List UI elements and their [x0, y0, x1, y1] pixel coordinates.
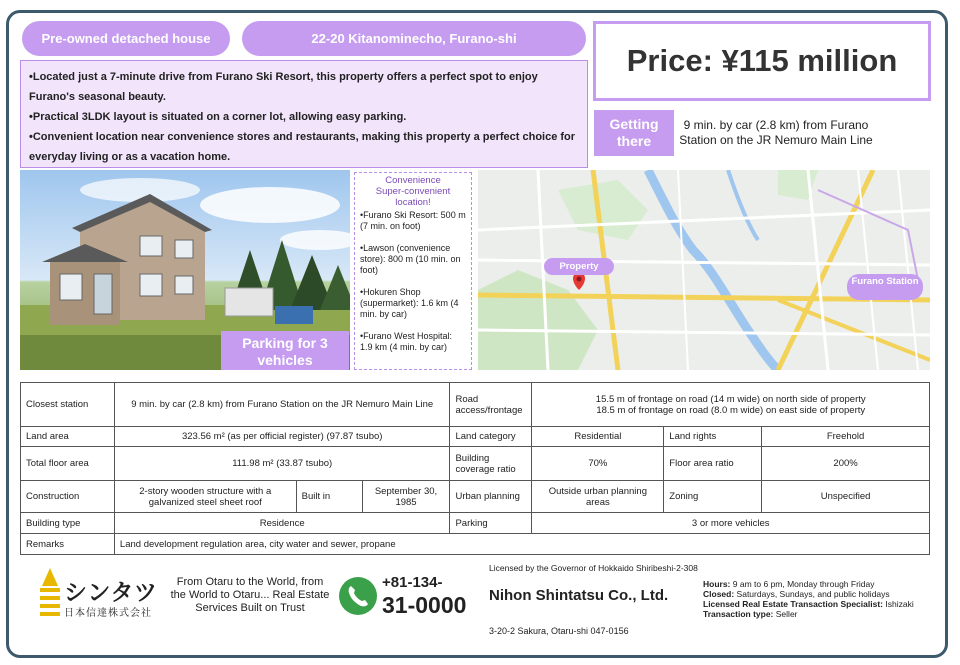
table-value: Unspecified: [762, 481, 930, 513]
convenience-heading: Convenience: [385, 175, 441, 186]
table-label: Parking: [450, 513, 532, 534]
table-value: 9 min. by car (2.8 km) from Furano Station on the JR Nemuro Main Line: [114, 383, 450, 427]
phone-number[interactable]: 31-0000: [382, 592, 467, 618]
table-row: [21, 513, 930, 534]
table-value: 200%: [762, 447, 930, 481]
logo-text: シンタツ: [64, 579, 158, 605]
address-pill: 22-20 Kitanominecho, Furano-shi: [242, 21, 586, 56]
table-value: 2-story wooden structure with a galvanized steel sheet roof: [114, 481, 296, 513]
logo-subtext: 日本信達株式会社: [64, 608, 152, 619]
table-value: [532, 383, 930, 427]
specialist-label: Licensed Real Estate Transaction Specialist:: [703, 599, 883, 609]
table-label: Land area: [21, 427, 115, 447]
specialist-value: Ishizaki: [885, 599, 914, 609]
table-label: Road access/frontage: [450, 383, 532, 427]
table-label: Land category: [450, 427, 532, 447]
getting-there-text: 9 min. by car (2.8 km) from Furano Station on the JR Nemuro Main Line: [679, 118, 873, 147]
business-info: [703, 579, 943, 619]
feature-item: •Practical 3LDK layout is situated on a corner lot, allowing easy parking.: [29, 111, 407, 123]
table-value: Residence: [114, 513, 450, 534]
property-type-pill: Pre-owned detached house: [22, 21, 230, 56]
table-label: Closest station: [21, 383, 115, 427]
location-map[interactable]: [478, 170, 930, 370]
transaction-label: Transaction type:: [703, 609, 774, 619]
company-address: 3-20-2 Sakura, Otaru-shi 047-0156: [489, 626, 629, 636]
phone-prefix: +81-134-: [382, 574, 443, 591]
company-name: Nihon Shintatsu Co., Ltd.: [489, 587, 669, 604]
table-label: Remarks: [21, 534, 115, 555]
map-station-label: Furano Station: [847, 274, 923, 300]
table-label: Urban planning: [450, 481, 532, 513]
table-row: [21, 427, 930, 447]
closed-label: Closed:: [703, 589, 735, 599]
table-value: 111.98 m² (33.87 tsubo): [114, 447, 450, 481]
table-label: Built in: [296, 481, 362, 513]
convenience-box: [354, 172, 472, 370]
closed-value: Saturdays, Sundays, and public holidays: [736, 589, 890, 599]
table-row: [21, 383, 930, 427]
company-logo: [38, 566, 158, 626]
convenience-item: •Furano Ski Resort: 500 m (7 min. on foot): [360, 210, 466, 231]
table-value: 323.56 m² (as per official register) (97.87 tsubo): [114, 427, 450, 447]
feature-item: •Convenient location near convenience stores and restaurants, making this property a perfect choice for everyday living or as a vacation home.: [29, 131, 576, 163]
features-box: [20, 60, 588, 168]
table-label: Land rights: [664, 427, 762, 447]
map-property-label: Property: [544, 258, 614, 275]
table-value: Outside urban planning areas: [532, 481, 664, 513]
table-value: Residential: [532, 427, 664, 447]
table-value: 3 or more vehicles: [532, 513, 930, 534]
table-label: Zoning: [664, 481, 762, 513]
feature-item: •Located just a 7-minute drive from Furano Ski Resort, this property offers a perfect spot to enjoy Furano's seasonal beauty.: [29, 71, 538, 103]
convenience-item: •Hokuren Shop (supermarket): 1.6 km (4 min. by car): [360, 287, 459, 319]
table-row: [21, 447, 930, 481]
parking-label: Parking for 3 vehicles: [221, 331, 349, 370]
table-value: Freehold: [762, 427, 930, 447]
license-text: Licensed by the Governor of Hokkaido Shiribeshi-2-308: [489, 563, 698, 573]
company-slogan: From Otaru to the World, from the World to Otaru... Real Estate Services Built on Trust: [170, 576, 330, 614]
table-row: [21, 534, 930, 555]
table-label: Construction: [21, 481, 115, 513]
table-value: September 30, 1985: [362, 481, 450, 513]
table-label: Floor area ratio: [664, 447, 762, 481]
table-value: 70%: [532, 447, 664, 481]
table-value: Land development regulation area, city water and sewer, propane: [114, 534, 929, 555]
property-spec-table: [20, 382, 930, 555]
phone-icon: [338, 575, 378, 617]
hours-label: Hours:: [703, 579, 731, 589]
table-label: Building coverage ratio: [450, 447, 532, 481]
getting-there-label: Getting there: [594, 110, 674, 156]
convenience-item: •Furano West Hospital: 1.9 km (4 min. by car): [360, 331, 453, 352]
transaction-value: Seller: [775, 609, 798, 619]
road-frontage-1: 15.5 m of frontage on road (14 m wide) on north side of property: [595, 393, 866, 405]
convenience-item: •Lawson (convenience store): 800 m (10 min. on foot): [360, 243, 461, 275]
table-label: Building type: [21, 513, 115, 534]
hours-value: 9 am to 6 pm, Monday through Friday: [732, 579, 875, 589]
table-label: Total floor area: [21, 447, 115, 481]
convenience-subheading: Super-convenient location!: [375, 186, 451, 208]
road-frontage-2: 18.5 m of frontage on road (8.0 m wide) on east side of property: [596, 404, 866, 416]
table-row: [21, 481, 930, 513]
price-box: Price: ¥115 million: [593, 21, 931, 101]
